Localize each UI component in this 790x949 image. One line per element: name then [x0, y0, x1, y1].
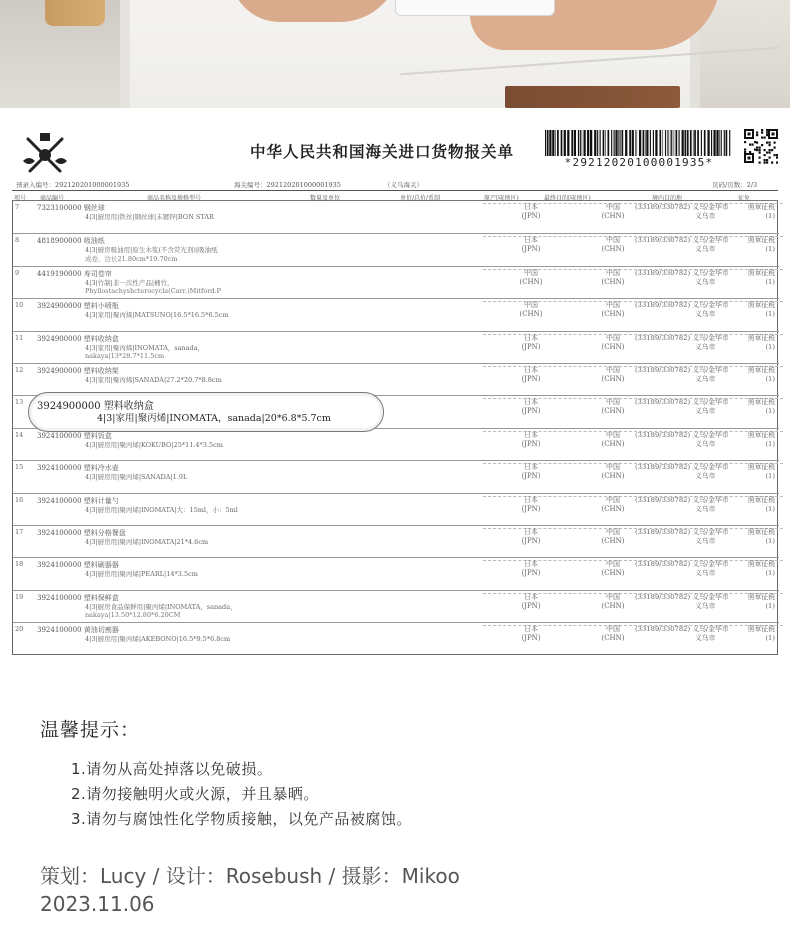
row-spec: 4|3|家用|聚丙烯|INOMATA，sanada， [85, 343, 205, 352]
row-place-code: (33189/330782) 义乌/金华市 [635, 625, 729, 634]
row-domestic-place [635, 560, 729, 578]
row-spec-extra: 成卷，边长21.80cm*19.70cm [85, 255, 178, 264]
row-destination [593, 301, 633, 319]
row-tax-mode: 照章征税 [747, 463, 775, 472]
row-domestic-place [635, 463, 729, 481]
row-item-no: 8 [15, 236, 20, 245]
row-origin [511, 496, 551, 514]
row-origin-name: 中国 [524, 268, 538, 277]
customs-port: （义乌海关） [384, 181, 423, 189]
customs-declaration [12, 125, 778, 655]
table-row [13, 331, 779, 363]
table-header [12, 190, 778, 201]
credits [40, 860, 460, 889]
row-tax [735, 431, 775, 449]
row-code-name: 3924100000 塑料饭盒 [37, 431, 112, 440]
table-row [13, 557, 779, 589]
row-origin-code: (JPN) [521, 634, 541, 643]
row-tax-code: (1) [765, 245, 775, 254]
row-tax-code: (1) [765, 375, 775, 383]
row-origin-code: (CHN) [519, 277, 543, 286]
row-destination-name: 中国 [606, 203, 620, 211]
header-spec: 商品名称及规格型号 [147, 195, 202, 202]
row-destination-name: 中国 [606, 236, 620, 245]
row-spec: 4|3|厨房用|铁丝|钢丝球|未镀锌|BON STAR [85, 213, 214, 221]
row-origin [511, 236, 551, 254]
row-spec: 4|3|厨房用|聚丙烯|SANADA|1.9L [85, 473, 188, 482]
row-destination-name: 中国 [606, 333, 620, 342]
table-row [13, 428, 779, 460]
row-tax-mode: 照章征税 [747, 495, 775, 504]
row-tax [735, 463, 775, 481]
row-domestic-place [635, 496, 729, 514]
tips-title: 温馨提示： [40, 719, 141, 741]
row-spec-extra: Phyllostachyshcterocycla(Carr.)Mitford.P [85, 286, 222, 295]
row-tax-mode: 照章征税 [747, 333, 775, 342]
row-item-no: 15 [15, 463, 24, 472]
row-place-city: 义乌市 [695, 634, 716, 643]
row-destination-code: (CHN) [601, 375, 625, 383]
table-row [13, 493, 779, 525]
row-origin-code: (JPN) [521, 601, 541, 610]
row-origin [511, 334, 551, 352]
row-tax [735, 334, 775, 352]
row-tax [735, 301, 775, 319]
row-destination [593, 528, 633, 546]
row-origin-code: (JPN) [521, 407, 541, 416]
row-destination-code: (CHN) [601, 601, 625, 610]
row-tax-mode: 照章征税 [747, 625, 775, 634]
row-origin-code: (CHN) [519, 310, 543, 319]
row-domestic-place [635, 269, 729, 287]
row-item-no: 18 [15, 560, 24, 569]
row-code-name: 4419190000 寿司卷帘 [37, 269, 112, 278]
row-origin-name: 日本 [524, 625, 538, 634]
row-item-no: 10 [15, 301, 24, 310]
row-place-city: 义乌市 [695, 375, 716, 383]
row-destination-code: (CHN) [601, 439, 625, 448]
row-item-no: 13 [15, 398, 24, 407]
row-domestic-place [635, 431, 729, 449]
table-row [13, 363, 779, 395]
row-domestic-place [635, 203, 729, 221]
row-tax [735, 528, 775, 546]
row-place-city: 义乌市 [695, 212, 716, 220]
row-spec: 4|3|厨房用|聚丙烯|AKEBONO|16.5*9.5*6.8cm [85, 635, 231, 644]
row-origin-code: (JPN) [521, 245, 541, 254]
row-origin-name: 日本 [524, 236, 538, 245]
row-tax-code: (1) [765, 472, 775, 481]
row-tax [735, 269, 775, 287]
row-destination [593, 366, 633, 384]
row-code-name: 3924100000 塑料刷器器 [37, 561, 119, 570]
row-origin-code: (JPN) [521, 537, 541, 545]
row-tax [735, 366, 775, 384]
table-row [13, 201, 779, 233]
row-code-name: 4818900000 吸油纸 [37, 237, 105, 246]
row-place-code: (33189/330782) 义乌/金华市 [635, 236, 729, 245]
row-destination-name: 中国 [606, 398, 620, 407]
row-destination [593, 625, 633, 643]
credit-planner: 策划：Lucy [40, 864, 147, 888]
row-tax-mode: 照章征税 [747, 560, 775, 569]
row-origin-name: 日本 [524, 366, 538, 374]
row-origin [511, 593, 551, 611]
row-origin-code: (JPN) [521, 212, 541, 220]
row-code-name: 7323100000 钢丝球 [37, 204, 105, 212]
row-tax-mode: 照章征税 [747, 430, 775, 439]
row-destination-code: (CHN) [601, 504, 625, 513]
row-tax [735, 236, 775, 254]
row-domestic-place [635, 625, 729, 643]
row-place-code: (33189/330782) 义乌/金华市 [635, 592, 729, 601]
customs-number: 海关编号：292120201000001935 [234, 181, 341, 189]
row-destination-name: 中国 [606, 366, 620, 374]
row-destination-code: (CHN) [601, 634, 625, 643]
row-origin [511, 625, 551, 643]
customs-emblem-icon [20, 131, 70, 177]
row-origin-name: 日本 [524, 430, 538, 439]
row-tax [735, 560, 775, 578]
row-origin-name: 日本 [524, 560, 538, 569]
row-tax-code: (1) [765, 439, 775, 448]
row-spec: 4|3|厨房用|聚丙烯|KOKUBO|25*11.4*3.5cm [85, 440, 223, 449]
row-destination [593, 431, 633, 449]
credit-separator: / [146, 864, 166, 888]
row-origin-code: (JPN) [521, 569, 541, 578]
row-spec: 4|3|厨房吸油用|原生木浆(不含荧光剂)|吸油纸 [85, 246, 218, 255]
row-item-no: 16 [15, 495, 24, 504]
row-place-city: 义乌市 [695, 277, 716, 286]
row-destination-name: 中国 [606, 560, 620, 569]
row-tax-code: (1) [765, 310, 775, 319]
row-destination [593, 463, 633, 481]
row-origin-name: 日本 [524, 528, 538, 536]
row-spec-extra: nakaya|13.50*12.80*6.20CM [85, 610, 181, 619]
row-tax [735, 625, 775, 643]
credit-designer: 设计：Rosebush [165, 864, 323, 888]
row-tax-code: (1) [765, 342, 775, 351]
row-origin-name: 日本 [524, 398, 538, 407]
wooden-item [45, 0, 105, 26]
row-tax-mode: 照章征税 [747, 203, 775, 211]
row-origin [511, 560, 551, 578]
row-origin-name: 日本 [524, 495, 538, 504]
row-spec: 4|3|厨房用|聚丙烯|INOMATA|大：15ml，小：5ml [85, 505, 238, 514]
row-item-no: 19 [15, 592, 24, 601]
row-place-city: 义乌市 [695, 310, 716, 319]
row-code-name: 3924100000 塑料分格餐盘 [37, 529, 126, 537]
row-destination-name: 中国 [606, 268, 620, 277]
row-tax-code: (1) [765, 634, 775, 643]
row-tax-mode: 照章征税 [747, 366, 775, 374]
row-destination-code: (CHN) [601, 212, 625, 220]
row-destination [593, 334, 633, 352]
leather-label [505, 86, 680, 108]
row-item-no: 14 [15, 430, 24, 439]
row-destination-name: 中国 [606, 430, 620, 439]
row-item-no: 20 [15, 625, 24, 634]
row-code-name: 3924900000 塑料收纳架 [37, 367, 119, 375]
barcode-number: *29212020100001935* [564, 156, 714, 169]
header-quantity: 数量及单位 [310, 195, 341, 202]
header-tax: 征免 [738, 195, 751, 202]
header-destination: 最终目的国(地区) [544, 195, 591, 202]
row-destination-code: (CHN) [601, 310, 625, 319]
row-code-name: 3924900000 塑料收纳盒 [37, 401, 154, 413]
row-tax [735, 398, 775, 416]
row-destination-code: (CHN) [601, 342, 625, 351]
highlight-oval [28, 392, 384, 432]
row-tax [735, 496, 775, 514]
table-row [13, 590, 779, 622]
row-destination [593, 560, 633, 578]
row-place-city: 义乌市 [695, 472, 716, 481]
row-place-city: 义乌市 [695, 342, 716, 351]
document-title: 中华人民共和国海关进口货物报关单 [250, 143, 515, 161]
row-destination-code: (CHN) [601, 407, 625, 416]
row-place-code: (33189/330782) 义乌/金华市 [635, 463, 729, 472]
row-code-name: 3924900000 塑料小喷瓶 [37, 302, 119, 311]
row-origin-code: (JPN) [521, 439, 541, 448]
row-destination [593, 269, 633, 287]
row-place-code: (33189/330782) 义乌/金华市 [635, 366, 729, 374]
row-destination [593, 203, 633, 221]
row-place-code: (33189/330782) 义乌/金华市 [635, 333, 729, 342]
tip-item: 3.请勿与腐蚀性化学物质接触，以免产品被腐蚀。 [71, 810, 412, 828]
row-destination-name: 中国 [606, 301, 620, 310]
row-item-no: 17 [15, 528, 24, 536]
row-place-code: (33189/330782) 义乌/金华市 [635, 430, 729, 439]
row-destination [593, 398, 633, 416]
row-tax-code: (1) [765, 504, 775, 513]
row-place-city: 义乌市 [695, 504, 716, 513]
row-origin [511, 269, 551, 287]
row-spec: 4|3|厨房用|聚丙烯|INOMATA|21*4.6cm [85, 538, 209, 546]
row-tax-code: (1) [765, 601, 775, 610]
row-tax-code: (1) [765, 212, 775, 220]
row-domestic-place [635, 366, 729, 384]
row-place-code: (33189/330782) 义乌/金华市 [635, 301, 729, 310]
row-spec: 4|3|家用|聚丙烯|SANADA|27.2*20.7*8.8cm [85, 376, 222, 384]
row-destination-code: (CHN) [601, 569, 625, 578]
row-tax [735, 203, 775, 221]
row-place-code: (33189/330782) 义乌/金华市 [635, 268, 729, 277]
pre-entry-number: 预录入编号：292120201000001935 [16, 181, 130, 189]
row-origin [511, 463, 551, 481]
row-destination-code: (CHN) [601, 277, 625, 286]
row-origin [511, 366, 551, 384]
row-tax-code: (1) [765, 407, 775, 416]
row-destination-code: (CHN) [601, 537, 625, 545]
row-origin-name: 日本 [524, 592, 538, 601]
table-row [13, 525, 779, 557]
row-place-city: 义乌市 [695, 407, 716, 416]
row-destination [593, 236, 633, 254]
credit-photographer: 摄影：Mikoo [341, 864, 460, 888]
table-row [13, 460, 779, 492]
page-count: 页码/页数：2/3 [712, 181, 758, 189]
row-destination [593, 496, 633, 514]
row-tax-code: (1) [765, 569, 775, 578]
row-destination-code: (CHN) [601, 472, 625, 481]
row-origin-name: 日本 [524, 333, 538, 342]
row-place-code: (33189/330782) 义乌/金华市 [635, 528, 729, 536]
row-place-city: 义乌市 [695, 569, 716, 578]
row-domestic-place [635, 301, 729, 319]
row-tax-mode: 照章征税 [747, 268, 775, 277]
row-place-city: 义乌市 [695, 245, 716, 254]
row-origin-name: 日本 [524, 203, 538, 211]
row-tax-mode: 照章征税 [747, 398, 775, 407]
row-origin-code: (JPN) [521, 472, 541, 481]
apron-strap [700, 0, 790, 108]
row-place-code: (33189/330782) 义乌/金华市 [635, 495, 729, 504]
row-spec: 4|3|厨房用|聚丙烯|PEARL|14*3.5cm [85, 570, 198, 579]
row-domestic-place [635, 334, 729, 352]
row-spec: 4|3|家用|聚丙烯|INOMATA，sanada|20*6.8*5.7cm [97, 413, 331, 425]
table-row [13, 233, 779, 265]
header-item-no: 项号 [14, 195, 27, 202]
header-origin: 原产国(地区) [484, 195, 519, 202]
header-domestic-destination: 境内目的地 [652, 195, 683, 202]
row-destination-name: 中国 [606, 528, 620, 536]
row-item-no: 9 [15, 268, 20, 277]
row-code-name: 3924100000 塑料冷水壶 [37, 464, 119, 473]
row-destination-name: 中国 [606, 463, 620, 472]
row-spec: 4|3|厨房食品保鲜用|聚丙烯|INOMATA，sanada， [85, 602, 237, 611]
row-domestic-place [635, 236, 729, 254]
row-item-no: 11 [15, 333, 24, 342]
product-photo [0, 0, 790, 108]
row-spec-extra: nakaya|13*28.7*11.5cm [85, 351, 165, 360]
row-tax-mode: 照章征税 [747, 528, 775, 536]
row-destination-name: 中国 [606, 625, 620, 634]
row-destination-name: 中国 [606, 592, 620, 601]
barcode-icon [545, 130, 733, 156]
row-origin-code: (JPN) [521, 375, 541, 383]
row-origin [511, 398, 551, 416]
row-place-code: (33189/330782) 义乌/金华市 [635, 398, 729, 407]
credit-separator: / [322, 864, 342, 888]
row-origin-name: 日本 [524, 463, 538, 472]
row-destination-code: (CHN) [601, 245, 625, 254]
row-origin-name: 中国 [524, 301, 538, 310]
row-spec: 4|3|家用|聚丙烯|MATSUNO|16.5*16.5*6.5cm [85, 311, 229, 320]
row-item-no: 12 [15, 366, 24, 374]
qr-code-icon [744, 129, 778, 171]
header-price: 单价/总价/币制 [400, 195, 441, 202]
row-tax-mode: 照章征税 [747, 592, 775, 601]
table-row [13, 266, 779, 298]
row-tax-code: (1) [765, 277, 775, 286]
row-origin [511, 301, 551, 319]
row-place-city: 义乌市 [695, 537, 716, 545]
row-code-name: 3924100000 塑料计量勺 [37, 496, 119, 505]
row-origin [511, 431, 551, 449]
row-domestic-place [635, 528, 729, 546]
white-box [395, 0, 555, 16]
row-code-name: 3924100000 黄油切割器 [37, 626, 119, 635]
tip-item: 1.请勿从高处掉落以免破损。 [71, 760, 273, 778]
header-code: 商品编号 [40, 195, 65, 202]
row-destination-name: 中国 [606, 495, 620, 504]
row-code-name: 3924900000 塑料收纳盒 [37, 334, 119, 343]
row-origin [511, 203, 551, 221]
row-domestic-place [635, 593, 729, 611]
row-place-city: 义乌市 [695, 601, 716, 610]
row-place-code: (33189/330782) 义乌/金华市 [635, 560, 729, 569]
row-tax-mode: 照章征税 [747, 301, 775, 310]
row-place-city: 义乌市 [695, 439, 716, 448]
row-tax-mode: 照章征税 [747, 236, 775, 245]
row-tax-code: (1) [765, 537, 775, 545]
row-domestic-place [635, 398, 729, 416]
row-place-code: (33189/330782) 义乌/金华市 [635, 203, 729, 211]
row-destination [593, 593, 633, 611]
tip-item: 2.请勿接触明火或火源，并且暴晒。 [71, 785, 319, 803]
row-origin-code: (JPN) [521, 504, 541, 513]
row-spec: 4|3|竹制|非一次性产品|桶竹， [85, 278, 174, 287]
row-origin [511, 528, 551, 546]
row-origin-code: (JPN) [521, 342, 541, 351]
row-item-no: 7 [15, 203, 20, 211]
table-row [13, 298, 779, 330]
credit-date: 2023.11.06 [40, 892, 155, 916]
row-code-name: 3924100000 塑料保鲜盒 [37, 593, 119, 602]
table-row [13, 622, 779, 654]
row-tax [735, 593, 775, 611]
